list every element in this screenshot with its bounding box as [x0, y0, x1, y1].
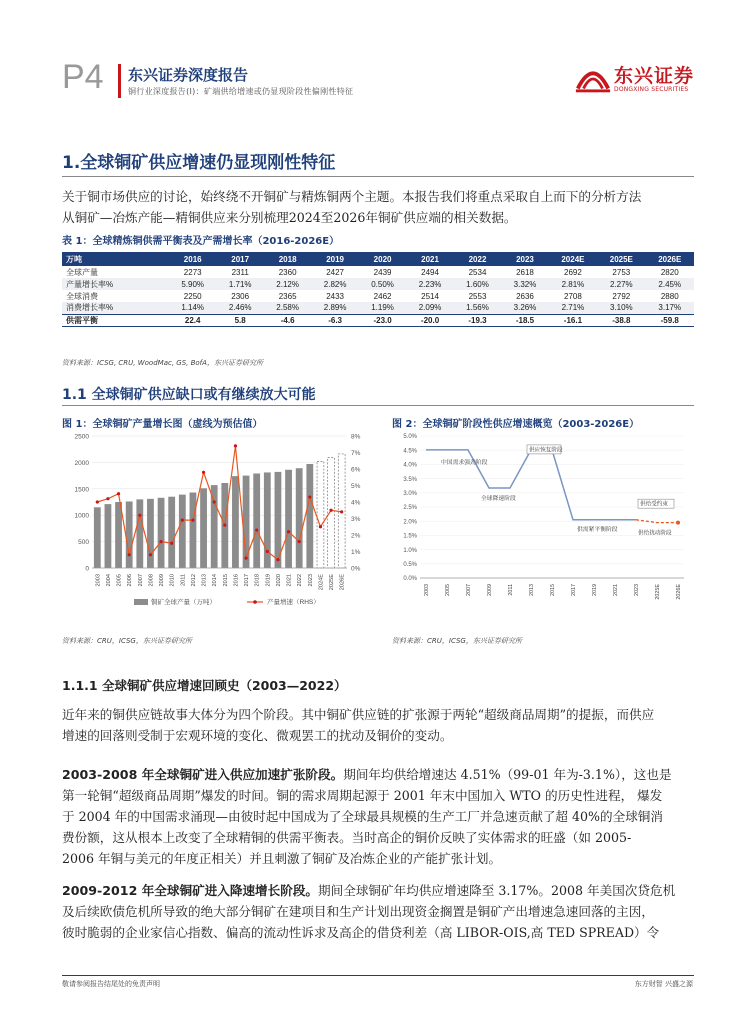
y-right-tick-label: 0%: [351, 565, 361, 573]
table-year-header: 2016: [169, 252, 216, 266]
x-tick-label: 2019: [265, 574, 272, 587]
table-cell: 1.71%: [216, 278, 263, 290]
line-point: [96, 500, 99, 503]
row-label: 供需平衡: [62, 314, 169, 326]
x-tick-label: 2006: [127, 574, 134, 587]
table-caption: 表 1：全球精炼铜供需平衡表及产需增长率（2016-2026E）: [62, 236, 340, 247]
y-tick-label: 5.0%: [403, 434, 417, 441]
x-tick-label: 2009: [159, 574, 166, 587]
legend-label: 产量增速（RHS）: [267, 599, 320, 606]
bar: [285, 470, 292, 568]
line-point: [308, 495, 311, 498]
x-tick-label: 2024E: [318, 574, 325, 591]
x-tick-label: 2005: [445, 584, 451, 596]
x-tick-label: 2021: [613, 584, 619, 596]
forecast-point: [676, 521, 680, 525]
bold-lead: 2009-2012 年全球铜矿进入降速增长阶段。: [62, 883, 319, 898]
line-point: [255, 528, 258, 531]
table-cell: 2.82%: [311, 278, 358, 290]
line-point: [202, 471, 205, 474]
table-cell: -59.8: [646, 314, 694, 326]
line-point: [138, 514, 141, 517]
y-left-tick-label: 500: [78, 539, 89, 547]
line-point: [266, 550, 269, 553]
table-cell: 5.8: [216, 314, 263, 326]
x-tick-label: 2018: [254, 574, 261, 587]
header-divider: [118, 64, 121, 98]
table-cell: -38.8: [597, 314, 645, 326]
row-label: 产量增长率%: [62, 278, 169, 290]
text-line: 费份额，这从根本上改变了全球精铜的供需平衡表。当时高企的铜价反映了实体需求的旺盛（如 2005-: [62, 830, 632, 845]
table-year-header: 2018: [264, 252, 311, 266]
annotation-label: 中国需求强劲阶段: [441, 459, 488, 466]
x-tick-label: 2020: [275, 574, 282, 587]
line-point: [234, 444, 237, 447]
bar: [306, 464, 313, 568]
y-right-tick-label: 6%: [351, 466, 361, 474]
row-label: 全球消费: [66, 291, 98, 301]
x-tick-label: 2017: [571, 584, 577, 596]
table-cell: 2439: [373, 267, 392, 277]
bar: [115, 502, 122, 568]
x-tick-label: 2011: [180, 574, 187, 587]
x-tick-label: 2019: [592, 584, 598, 596]
line-point: [128, 553, 131, 556]
table-cell: -18.5: [501, 314, 548, 326]
text-line: 从铜矿—冶炼产能—精铜供应来分别梳理2024至2026年铜矿供应端的相关数据。: [62, 210, 517, 225]
table-cell: 2365: [278, 291, 297, 301]
text-line: 及后续欧债危机所导致的绝大部分铜矿在建项目和生产计划出现资金搁置是铜矿产出增速急速回落的主因，: [62, 904, 654, 919]
x-tick-label: 2021: [286, 574, 293, 587]
line-point: [191, 519, 194, 522]
x-tick-label: 2008: [148, 574, 155, 587]
bar: [126, 501, 133, 568]
y-right-tick-label: 4%: [351, 499, 361, 507]
annotation-label: 供给受约束: [640, 501, 668, 508]
line-point: [223, 524, 226, 527]
section-heading-1-1: 1.1 全球铜矿供应缺口或有继续放大可能: [62, 387, 316, 403]
table-row: [62, 266, 694, 278]
table-cell: 2880: [660, 291, 679, 301]
line-point: [170, 542, 173, 545]
x-tick-label: 2015: [222, 574, 229, 587]
table-cell: -4.6: [264, 314, 311, 326]
y-tick-label: 2.5%: [403, 505, 417, 512]
y-left-tick-label: 2000: [74, 459, 89, 467]
bar: [105, 504, 112, 568]
paragraph-2009-2012: [62, 880, 675, 943]
x-tick-label: 2025E: [655, 584, 661, 600]
table-cell: 22.4: [169, 314, 216, 326]
table-cell: 2494: [421, 267, 439, 277]
text-line: 第一轮铜“超级商品周期”爆发的时间。铜的需求周期起源于 2001 年末中国加入 WTO 的历史性进程， 爆发: [62, 788, 663, 803]
legend-label: 铜矿全球产量（万吨）: [151, 599, 216, 606]
annotation-label: 供给扰动阶段: [638, 530, 672, 537]
annotation-label: 供需紧平衡阶段: [577, 526, 618, 533]
table-cell: 2.71%: [549, 302, 597, 314]
y-tick-label: 4.5%: [403, 448, 417, 455]
table-year-header: 2023: [501, 252, 548, 266]
growth-line: [97, 446, 341, 560]
table-year-header: 2024E: [549, 252, 597, 266]
y-tick-label: 0.0%: [403, 576, 417, 583]
bar: [317, 461, 324, 568]
table-cell: 3.17%: [646, 302, 694, 314]
table-cell: 1.56%: [454, 302, 501, 314]
table-year-header: 2021: [406, 252, 453, 266]
y-left-tick-label: 1500: [74, 486, 89, 494]
table-cell: -6.3: [311, 314, 358, 326]
footer-divider: [62, 975, 694, 976]
x-tick-label: 2003: [95, 574, 102, 587]
bar: [200, 488, 207, 568]
table-row: [62, 302, 694, 314]
figure1-source: 资料来源：CRU，ICSG，东兴证券研究所: [62, 637, 192, 645]
y-tick-label: 1.0%: [403, 547, 417, 554]
bold-lead: 2003-2008 年全球铜矿进入供应加速扩张阶段。: [62, 767, 344, 782]
table-cell: 2.58%: [264, 302, 311, 314]
y-left-tick-label: 1000: [74, 512, 89, 520]
report-series-title: 东兴证券深度报告: [128, 66, 249, 84]
text-line: [62, 880, 675, 901]
paragraph-2003-2008: [62, 764, 672, 869]
y-right-tick-label: 2%: [351, 532, 361, 540]
bar: [158, 498, 165, 568]
table-cell: 2306: [231, 291, 250, 301]
table-cell: 2427: [326, 267, 344, 277]
line-point: [244, 557, 247, 560]
bar: [211, 485, 218, 568]
table-cell: 2.12%: [264, 278, 311, 290]
table-cell: 1.60%: [454, 278, 501, 290]
line-point: [329, 509, 332, 512]
bar: [296, 468, 303, 568]
table-cell: 2618: [516, 267, 534, 277]
figure2-source: 资料来源：CRU，ICSG，东兴证券研究所: [392, 637, 522, 645]
disclaimer-note: 敬请参阅报告结尾处的免责声明: [62, 980, 160, 988]
y-tick-label: 4.0%: [403, 462, 417, 469]
bar: [147, 499, 154, 568]
figure1-caption: 图 1：全球铜矿产量增长图（虚线为预估值）: [62, 419, 263, 430]
text-run: 期间年均供给增速达 4.51%（99-01 年为-3.1%），这也是: [343, 767, 672, 782]
x-tick-label: 2026E: [676, 584, 682, 600]
x-tick-label: 2003: [424, 584, 430, 596]
supply-demand-table: [62, 252, 694, 327]
line-point: [149, 553, 152, 556]
y-right-tick-label: 5%: [351, 483, 361, 490]
x-tick-label: 2004: [105, 574, 112, 587]
x-tick-label: 2016: [233, 574, 240, 587]
table-year-header: 2025E: [597, 252, 645, 266]
table-cell: 2553: [468, 291, 487, 301]
table-year-header: 2019: [311, 252, 358, 266]
bar: [136, 499, 143, 568]
table-unit-header: 万吨: [62, 252, 169, 266]
y-tick-label: 3.0%: [403, 491, 417, 497]
y-right-tick-label: 8%: [351, 433, 361, 441]
logo-text-en: DONGXING SECURITIES: [614, 86, 689, 93]
row-label: 消费增长率%: [62, 302, 169, 314]
x-tick-label: 2023: [634, 584, 640, 596]
line-point: [340, 510, 343, 513]
section-divider: [62, 176, 694, 177]
y-tick-label: 2.0%: [403, 519, 417, 526]
table-cell: 2433: [326, 291, 344, 301]
text-run: 期间全球铜矿年均供应增速降至 3.17%。2008 年美国次贷危机: [318, 883, 676, 898]
copper-output-chart: [62, 428, 382, 620]
line-point: [181, 519, 184, 522]
intro-paragraph: [62, 186, 641, 228]
x-tick-label: 2009: [487, 584, 493, 596]
line-point: [319, 525, 322, 528]
annotation-label: 全球降速阶段: [481, 495, 516, 502]
table-cell: 2.81%: [549, 278, 597, 290]
table-cell: 1.19%: [359, 302, 406, 314]
table-cell: -23.0: [359, 314, 406, 326]
y-tick-label: 3.5%: [403, 476, 417, 483]
table-year-header: 2022: [454, 252, 501, 266]
logo-text-cn: 东兴证券: [614, 65, 695, 87]
paragraph-overview: [62, 704, 654, 746]
x-tick-label: 2022: [297, 574, 304, 587]
bar: [253, 473, 260, 568]
table-cell: 2792: [612, 291, 631, 301]
line-point: [276, 558, 279, 561]
y-right-tick-label: 7%: [351, 450, 361, 457]
table-cell: 2636: [516, 291, 534, 301]
section-heading-1-1-1: 1.1.1 全球铜矿供应增速回顾史（2003—2022）: [62, 678, 347, 693]
table-cell: -16.1: [549, 314, 597, 326]
x-tick-label: 2005: [116, 574, 123, 587]
report-subtitle: 铜行业深度报告(I)：矿端供给增速或仍显现阶段性偏刚性特征: [128, 87, 354, 96]
y-left-tick-label: 2500: [74, 433, 89, 441]
page-number: P4: [62, 58, 104, 96]
table-cell: 2462: [373, 291, 392, 301]
table-row: [62, 314, 694, 326]
bar: [328, 458, 335, 568]
table-cell: 2.23%: [406, 278, 453, 290]
text-line: 关于铜市场供应的讨论，始终绕不开铜矿与精炼铜两个主题。本报告我们将重点采取自上而下的分析方法: [62, 189, 642, 204]
line-point: [159, 540, 162, 543]
y-tick-label: 0.5%: [403, 562, 417, 568]
table-cell: 2.89%: [311, 302, 358, 314]
text-line: 彼时脆弱的企业家信心指数、偏高的流动性诉求及高企的借贷利差（高 LIBOR-OIS,高 TED SPREAD）令: [62, 925, 660, 940]
y-tick-label: 1.5%: [403, 533, 417, 540]
table-cell: 2311: [231, 267, 249, 277]
y-right-tick-label: 1%: [351, 549, 361, 556]
text-line: [62, 764, 672, 785]
table-cell: 2.27%: [597, 278, 645, 290]
table-cell: 3.32%: [501, 278, 548, 290]
table-cell: -19.3: [454, 314, 501, 326]
table-year-header: 2017: [216, 252, 263, 266]
text-line: 2006 年铜与美元的年度正相关）并且刺激了铜矿及冶炼企业的产能扩张计划。: [62, 851, 502, 866]
table-source: 资料来源：ICSG, CRU, WoodMac, GS, BofA，东兴证券研究所: [62, 359, 263, 367]
x-tick-label: 2017: [244, 574, 251, 587]
x-tick-label: 2012: [190, 574, 197, 587]
table-cell: 2753: [612, 267, 631, 277]
table-header-row: [62, 252, 694, 266]
x-tick-label: 2013: [201, 574, 208, 587]
table-row: [62, 278, 694, 290]
table-cell: 3.10%: [597, 302, 645, 314]
table-cell: 2820: [660, 267, 679, 277]
table-cell: 2273: [183, 267, 202, 277]
line-point: [117, 492, 120, 495]
x-tick-label: 2011: [508, 584, 514, 596]
x-tick-label: 2025E: [329, 574, 336, 591]
table-cell: 2708: [564, 291, 582, 301]
line-point: [298, 540, 301, 543]
legend-bar-swatch: [134, 599, 148, 605]
table-cell: 2534: [468, 267, 487, 277]
table-cell: 5.90%: [169, 278, 216, 290]
table-cell: 2.09%: [406, 302, 453, 314]
table-cell: 2360: [278, 267, 297, 277]
x-tick-label: 2014: [212, 574, 219, 587]
line-point: [106, 497, 109, 500]
table-year-header: 2020: [359, 252, 406, 266]
text-line: 增速的回落则受制于宏观环境的变化、微观罢工的扰动及铜价的变动。: [62, 728, 453, 743]
table-cell: 2514: [421, 291, 439, 301]
footer-slogan: 东方财智 兴盛之源: [634, 980, 693, 988]
table-cell: 2250: [183, 291, 202, 301]
table-cell: 1.14%: [169, 302, 216, 314]
section-divider: [62, 405, 694, 406]
text-line: 近年来的铜供应链故事大体分为四个阶段。其中铜矿供应链的扩张源于两轮“超级商品周期”的提振，而供应: [62, 707, 655, 722]
line-point: [287, 530, 290, 533]
table-year-header: 2026E: [646, 252, 694, 266]
legend-line-point: [253, 600, 257, 604]
table-cell: 3.26%: [501, 302, 548, 314]
x-tick-label: 2013: [529, 584, 535, 596]
x-tick-label: 2010: [169, 574, 176, 587]
bar: [232, 476, 239, 568]
table-cell: -20.0: [406, 314, 453, 326]
bar: [168, 497, 175, 568]
table-cell: 2.46%: [216, 302, 263, 314]
bar: [190, 492, 197, 568]
x-tick-label: 2026E: [339, 574, 346, 591]
logo-mark-icon: [574, 60, 612, 98]
table-cell: 2.45%: [646, 278, 694, 290]
y-right-tick-label: 3%: [351, 516, 361, 523]
text-line: 于 2004 年的中国需求涌现—由彼时起中国成为了全球最具规模的生产工厂并急速贡献了超 40%的全球铜消: [62, 809, 663, 824]
section-heading-1: 1.全球铜矿供应增速仍显现刚性特征: [62, 153, 336, 173]
annotation-label: 供应恢复阶段: [529, 447, 563, 454]
phase-growth-chart: [392, 428, 694, 620]
figure2-caption: 图 2：全球铜矿阶段性供应增速概览（2003-2026E）: [392, 419, 640, 430]
table-cell: 0.50%: [359, 278, 406, 290]
x-tick-label: 2015: [550, 584, 556, 596]
bar: [179, 495, 186, 568]
line-point: [213, 500, 216, 503]
bar: [94, 507, 101, 568]
x-tick-label: 2023: [307, 574, 314, 587]
x-tick-label: 2007: [137, 574, 144, 587]
table-row: [62, 290, 694, 302]
company-logo: [574, 58, 694, 100]
x-tick-label: 2007: [466, 584, 472, 596]
row-label: 全球产量: [66, 267, 98, 277]
y-left-tick-label: 0: [85, 565, 89, 573]
table-cell: 2692: [564, 267, 582, 277]
